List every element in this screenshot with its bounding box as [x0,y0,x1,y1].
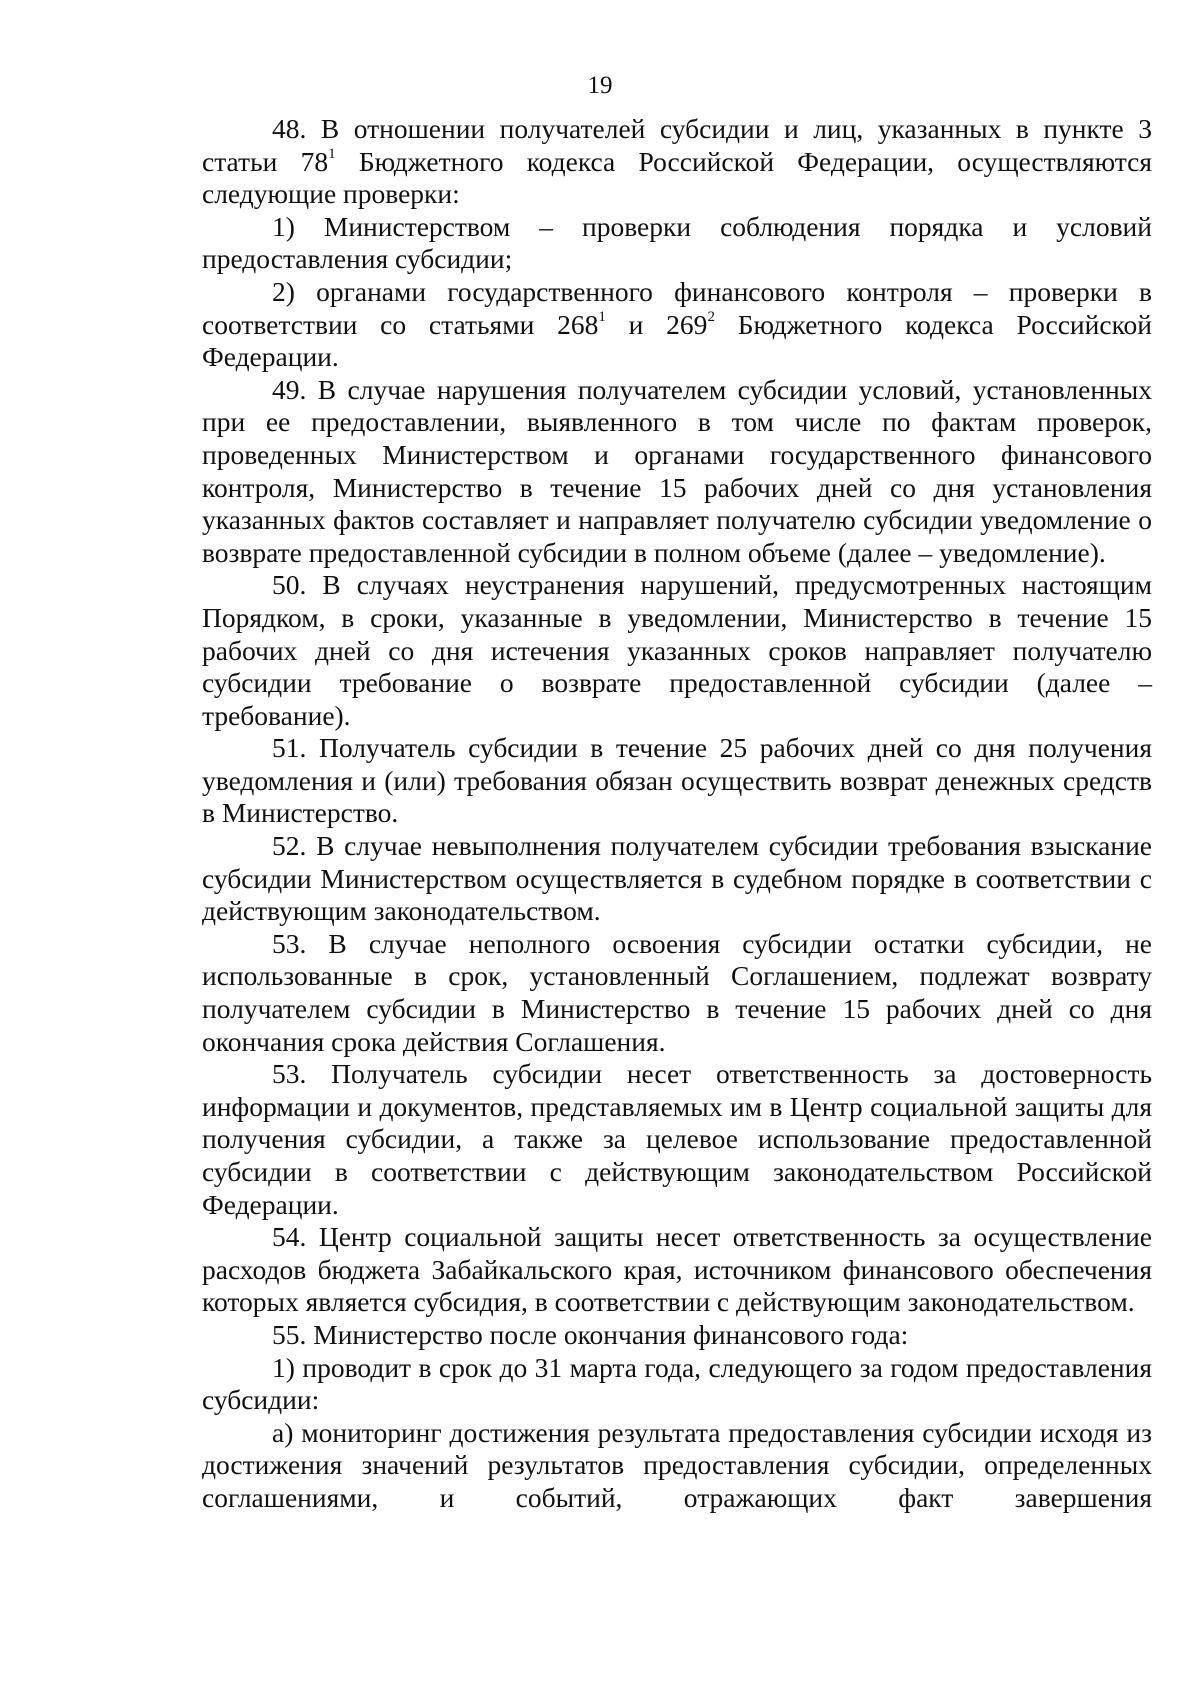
paragraph-48-item-1: 1) Министерством – проверки соблюдения порядка и условий предоставления субсидии; [202,210,1152,275]
paragraph-48-item-2-text-2: и 269 [605,308,708,340]
paragraph-55-item-1: 1) проводит в срок до 31 марта года, следующего за годом предоставления субсидии: [202,1351,1152,1416]
paragraph-55-item-1-a: а) мониторинг достижения результата предоставления субсидии исходя из достижения значений результатов предоставления субсидии, определенных соглашениями, и событий, отражающих факт завершения [202,1416,1152,1513]
paragraph-48-text-1: 48. В отношении получателей субсидии и лиц, указанных в пункте 3 статьи 78 [202,113,1152,177]
superscript-2: 2 [707,309,715,326]
paragraph-48-item-2 [202,276,1152,374]
paragraph-48 [202,113,1152,211]
paragraph-48-item-2-text-1: 2) органами государственного финансового контроля – проверки в соответствии со статьями 268 [202,275,1152,340]
paragraph-49: 49. В случае нарушения получателем субсидии условий, установленных при ее предоставлении, выявленного в том числе по фактам проверок, проведенных Министерством и органами государственного финансового контроля, Министерство в течение 15 рабочих дней со дня установления указанных фактов составляет и направляет получателю субсидии уведомление о возврате предоставленной субсидии в полном объеме (далее – уведомление). [202,373,1152,568]
paragraph-54: 54. Центр социальной защиты несет ответственность за осуществление расходов бюджета Забайкальского края, источником финансового обеспечения которых является субсидия, в соответствии с действующим законодательством. [202,1221,1152,1318]
document-body [202,113,1152,1515]
paragraph-51: 51. Получатель субсидии в течение 25 рабочих дней со дня получения уведомления и (или) требования обязан осуществить возврат денежных средств в Министерство. [202,732,1152,829]
paragraph-53-first: 53. В случае неполного освоения субсидии остатки субсидии, не использованные в срок, установленный Соглашением, подлежат возврату получателем субсидии в Министерство в течение 15 рабочих дней со дня окончания срока действия Соглашения. [202,927,1152,1057]
superscript-1: 1 [598,309,606,326]
superscript-1: 1 [328,146,336,163]
paragraph-52: 52. В случае невыполнения получателем субсидии требования взыскание субсидии Министерством осуществляется в судебном порядке в соответствии с действующим законодательством. [202,830,1152,927]
paragraph-48-item-2-text-3: Бюджетного кодекса Российской Федерации. [202,308,1152,373]
paragraph-55: 55. Министерство после окончания финансового года: [272,1318,909,1350]
paragraph-48-text-2: Бюджетного кодекса Российской Федерации, осуществляются следующие проверки: [202,145,1152,210]
page-number: 19 [587,72,613,99]
paragraph-53-second: 53. Получатель субсидии несет ответственность за достоверность информации и документов, представляемых им в Центр социальной защиты для получения субсидии, а также за целевое использование предоставленной субсидии в соответствии с действующим законодательством Российской Федерации. [202,1058,1152,1220]
paragraph-50: 50. В случаях неустранения нарушений, предусмотренных настоящим Порядком, в сроки, указанные в уведомлении, Министерство в течение 15 рабочих дней со дня истечения указанных сроков направляет получателю субсидии требование о возврате предоставленной субсидии (далее – требование). [202,569,1152,731]
